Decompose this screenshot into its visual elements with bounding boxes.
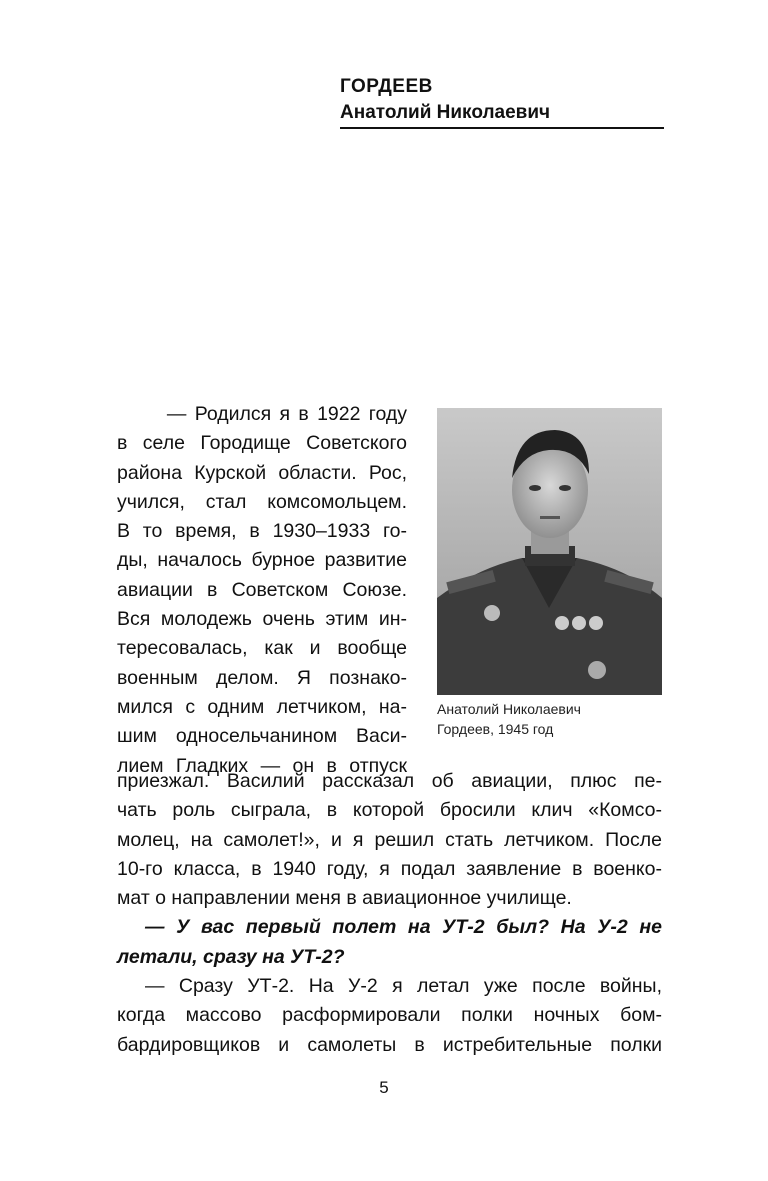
answer-line: — Сразу УТ-2. На У-2 я летал уже после войны, — [145, 975, 662, 998]
photo-caption — [437, 699, 677, 739]
text-line: — Родился я в 1922 году — [117, 403, 407, 425]
header-rule — [340, 127, 664, 129]
text-line: лием Гладких — он в отпуск — [117, 754, 407, 777]
person-surname: ГОРДЕЕВ — [340, 76, 433, 97]
answer-line: бардировщиков и самолеты в истребительные полки — [117, 1033, 662, 1056]
portrait-photo — [437, 408, 662, 695]
person-name: Анатолий Николаевич — [340, 102, 551, 123]
question-line: — У вас первый полет на УТ-2 был? На У-2 не — [145, 916, 662, 939]
text-line: В то время, в 1930–1933 го- — [117, 520, 407, 543]
text-line: учился, стал комсомольцем. — [117, 490, 407, 513]
text-line: района Курской области. Рос, — [117, 461, 407, 484]
caption-line: Гордеев, 1945 год — [437, 721, 554, 737]
text-line: тересовалась, как и вообще — [117, 637, 407, 660]
text-body — [117, 767, 662, 1060]
text-line: мился с одним летчиком, на- — [117, 695, 407, 718]
text-line: шим односельчанином Васи- — [117, 725, 407, 748]
text-line: мат о направлении меня в авиационное училище. — [117, 887, 572, 910]
text-line: приезжал. Василий рассказал об авиации, плюс пе- — [117, 770, 662, 792]
text-line: в селе Городище Советского — [117, 432, 407, 455]
text-line: чать роль сыграла, в которой бросили клич «Комсо- — [117, 799, 662, 822]
page-number: 5 — [379, 1078, 389, 1097]
text-line: военным делом. Я познако- — [117, 666, 407, 689]
caption-line: Анатолий Николаевич — [437, 701, 581, 717]
chapter-header — [340, 74, 664, 126]
text-line: авиации в Советском Союзе. — [117, 578, 407, 601]
text-line: Вся молодежь очень этим ин- — [117, 608, 407, 631]
text-line: 10-го класса, в 1940 году, я подал заявление в военко- — [117, 857, 662, 880]
text-line: молец, на самолет!», и я решил стать летчиком. После — [117, 828, 662, 851]
portrait-image — [437, 408, 662, 695]
answer-line: когда массово расформировали полки ночных бом- — [117, 1004, 662, 1027]
text-line: ды, началось бурное развитие — [117, 549, 407, 572]
text-column — [117, 400, 407, 781]
question-line: летали, сразу на УТ-2? — [117, 945, 345, 968]
